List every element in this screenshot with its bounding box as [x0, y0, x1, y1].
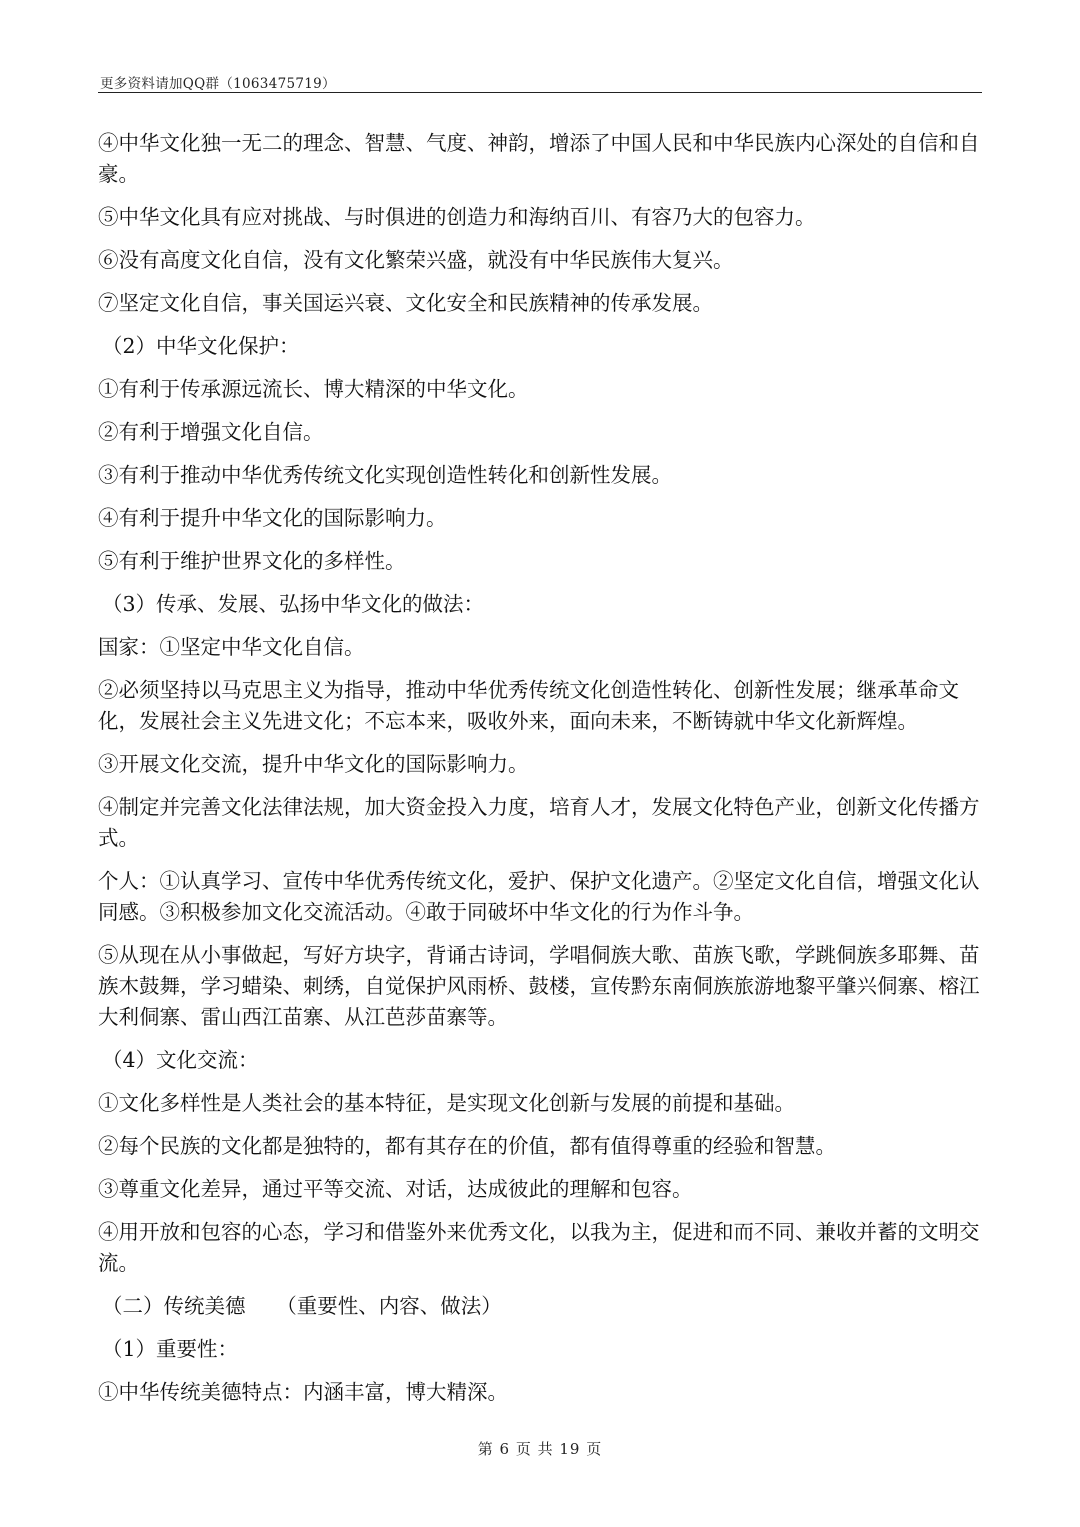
section-heading: （二）传统美德 （重要性、内容、做法） [102, 1294, 502, 1318]
paragraph: ④用开放和包容的心态，学习和借鉴外来优秀文化，以我为主，促进和而不同、兼收并蓄的文明交流。 [98, 1220, 980, 1275]
paragraph: 个人：①认真学习、宣传中华优秀传统文化，爱护、保护文化遗产。②坚定文化自信，增强文化认同感。③积极参加文化交流活动。④敢于同破坏中华文化的行为作斗争。 [98, 869, 980, 924]
section-heading: （2）中华文化保护： [102, 334, 300, 358]
paragraph: ④制定并完善文化法律法规，加大资金投入力度，培育人才，发展文化特色产业，创新文化传播方式。 [98, 795, 980, 850]
paragraph: ⑤有利于维护世界文化的多样性。 [98, 549, 406, 573]
paragraph: ②有利于增强文化自信。 [98, 420, 324, 444]
paragraph: ④中华文化独一无二的理念、智慧、气度、神韵，增添了中国人民和中华民族内心深处的自信和自豪。 [98, 131, 980, 186]
paragraph: ⑤中华文化具有应对挑战、与时俱进的创造力和海纳百川、有容乃大的包容力。 [98, 205, 816, 229]
section-heading: （3）传承、发展、弘扬中华文化的做法： [102, 592, 485, 616]
paragraph: ⑦坚定文化自信，事关国运兴衰、文化安全和民族精神的传承发展。 [98, 291, 713, 315]
paragraph: ①文化多样性是人类社会的基本特征，是实现文化创新与发展的前提和基础。 [98, 1091, 795, 1115]
paragraph: ①有利于传承源远流长、博大精深的中华文化。 [98, 377, 529, 401]
page-header [98, 70, 982, 93]
header-text: 更多资料请加QQ群（1063475719） [100, 76, 336, 92]
paragraph: ③有利于推动中华优秀传统文化实现创造性转化和创新性发展。 [98, 463, 672, 487]
section-heading: （4）文化交流： [102, 1048, 259, 1072]
paragraph: ⑤从现在从小事做起，写好方块字，背诵古诗词，学唱侗族大歌、苗族飞歌，学跳侗族多耶舞、苗族木鼓舞，学习蜡染、刺绣，自觉保护风雨桥、鼓楼，宣传黔东南侗族旅游地黎平肇兴侗寨、榕江大利侗寨、雷山西江苗寨、从江芭莎苗寨等。 [98, 943, 980, 1029]
paragraph: ④有利于提升中华文化的国际影响力。 [98, 506, 447, 530]
paragraph: 国家：①坚定中华文化自信。 [98, 635, 365, 659]
section-heading: （1）重要性： [102, 1337, 239, 1361]
paragraph: ②每个民族的文化都是独特的，都有其存在的价值，都有值得尊重的经验和智慧。 [98, 1134, 836, 1158]
document-body [98, 128, 986, 1420]
paragraph: ③开展文化交流，提升中华文化的国际影响力。 [98, 752, 529, 776]
page-number: 第 6 页 共 19 页 [477, 1440, 603, 1458]
paragraph: ⑥没有高度文化自信，没有文化繁荣兴盛，就没有中华民族伟大复兴。 [98, 248, 734, 272]
paragraph: ②必须坚持以马克思主义为指导，推动中华优秀传统文化创造性转化、创新性发展；继承革命文化，发展社会主义先进文化；不忘本来，吸收外来，面向未来，不断铸就中华文化新辉煌。 [98, 678, 959, 733]
paragraph: ③尊重文化差异，通过平等交流、对话，达成彼此的理解和包容。 [98, 1177, 693, 1201]
paragraph: ①中华传统美德特点：内涵丰富，博大精深。 [98, 1380, 508, 1404]
